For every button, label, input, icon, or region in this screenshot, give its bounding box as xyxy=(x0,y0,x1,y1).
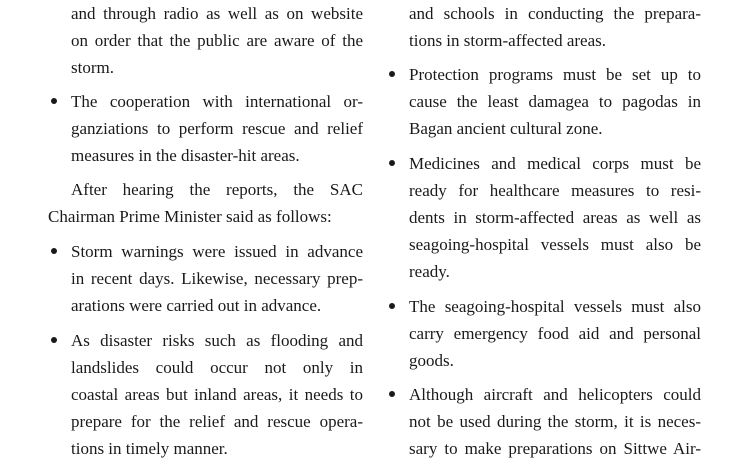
text-line: ready for healthcare measures to resi- xyxy=(409,181,701,200)
text-line: tions in storm-affected areas. xyxy=(409,31,607,50)
text-line: Protection programs must be set up to xyxy=(409,65,701,84)
text-line: Chairman Prime Minister said as follows: xyxy=(48,207,332,226)
bullet-marker xyxy=(51,248,57,254)
text-line: ready. xyxy=(409,262,450,281)
text-line: landslides could occur not only in xyxy=(71,358,363,377)
text-line: measures in the disaster-hit areas. xyxy=(71,146,300,165)
text-line: cause the least damagea to pagodas in xyxy=(409,92,701,111)
bullet-marker xyxy=(389,303,395,309)
text-line: Medicines and medical corps must be xyxy=(409,154,701,173)
text-line: coastal areas but inland areas, it needs to xyxy=(71,385,363,404)
text-line: in recent days. Likewise, necessary prep- xyxy=(71,269,363,288)
text-line: After hearing the reports, the SAC xyxy=(71,180,363,199)
text-line: Bagan ancient cultural zone. xyxy=(409,119,603,138)
text-line: tions in timely manner. xyxy=(71,439,228,458)
text-line: on order that the public are aware of the xyxy=(71,31,363,50)
text-line: The cooperation with international or- xyxy=(71,92,363,111)
text-line: storm. xyxy=(71,58,114,77)
text-line: dents in storm-affected areas as well as xyxy=(409,208,701,227)
bullet-marker xyxy=(51,98,57,104)
text-line: not be used during the storm, it is neces- xyxy=(409,412,701,431)
text-line: The seagoing-hospital vessels must also xyxy=(409,297,701,316)
text-line: Although aircraft and helicopters could xyxy=(409,385,701,404)
bullet-marker xyxy=(389,391,395,397)
bullet-marker xyxy=(389,71,395,77)
text-line: As disaster risks such as flooding and xyxy=(71,331,363,350)
bullet-marker xyxy=(51,337,57,343)
bullet-marker xyxy=(389,160,395,166)
text-line: Storm warnings were issued in advance xyxy=(71,242,363,261)
text-line: ganziations to perform rescue and relief xyxy=(71,119,363,138)
text-line: arations were carried out in advance. xyxy=(71,296,322,315)
text-line: prepare for the relief and rescue opera- xyxy=(71,412,363,431)
text-line: sary to make preparations on Sittwe Air- xyxy=(409,439,701,458)
text-line: seagoing-hospital vessels must also be xyxy=(409,235,701,254)
text-line: and schools in conducting the prepara- xyxy=(409,4,701,23)
text-line: carry emergency food aid and personal xyxy=(409,324,701,343)
text-line: and through radio as well as on website xyxy=(71,4,363,23)
text-line: goods. xyxy=(409,351,454,370)
